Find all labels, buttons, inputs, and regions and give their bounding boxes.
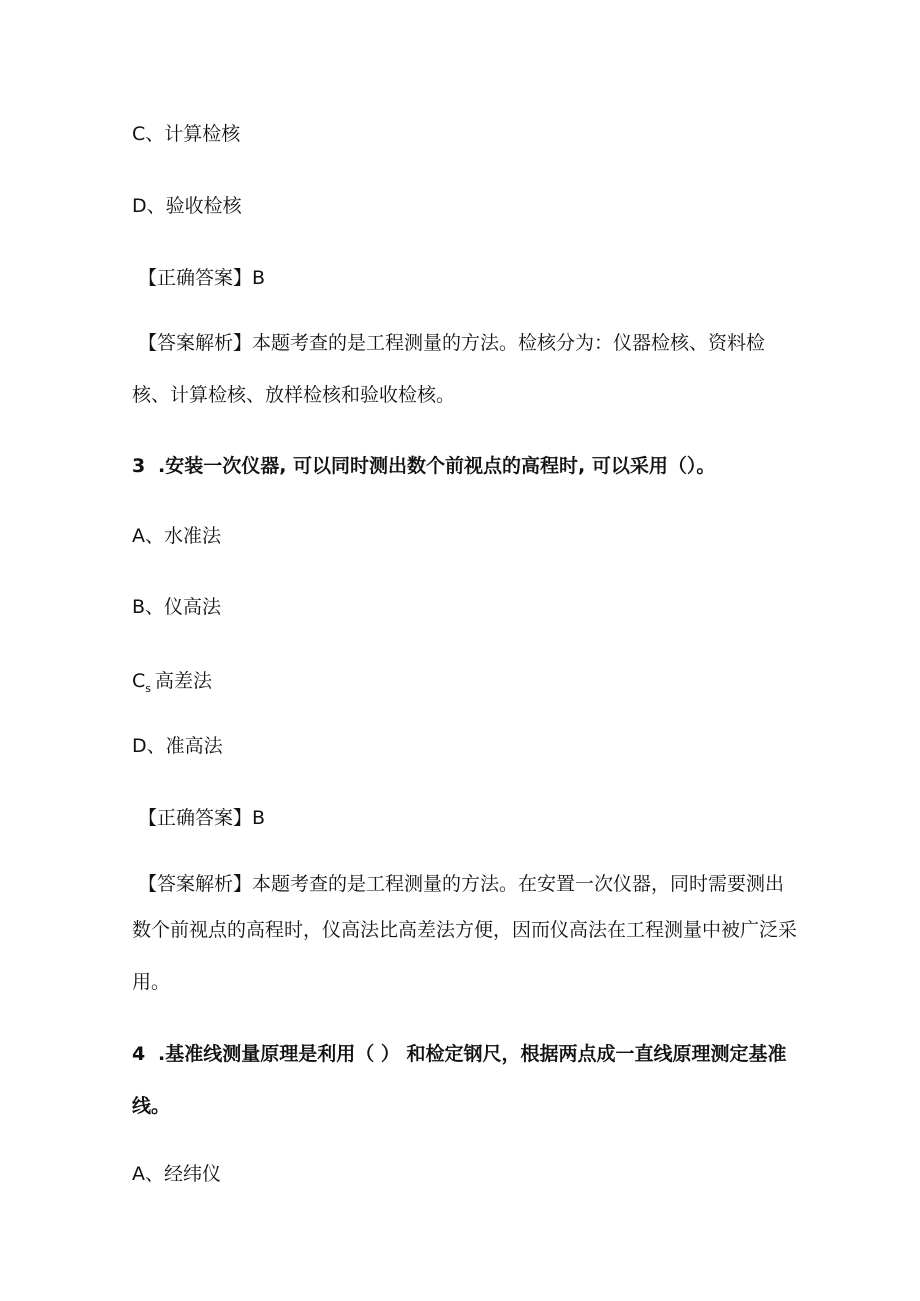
option-c: C、计算检核 <box>132 123 241 145</box>
option-b: B、仪高法 <box>132 596 222 618</box>
option-d: D、准高法 <box>132 735 223 757</box>
answer-explanation-line: 核、计算检核、放样检核和验收检核。 <box>132 384 456 406</box>
option-a: A、水准法 <box>132 525 221 547</box>
question-number: 4 <box>132 1043 146 1065</box>
option-subscript: s <box>145 682 152 695</box>
question-text: .安装一次仪器, 可以同时测出数个前视点的高程时, 可以采用（）。 <box>158 455 716 477</box>
question-text-continued: 线。 <box>132 1095 171 1117</box>
option-a: A、经纬仪 <box>132 1163 221 1185</box>
answer-explanation-line: 【答案解析】本题考查的是工程测量的方法。在安置一次仪器，同时需要测出 <box>138 873 785 895</box>
correct-answer: 【正确答案】B <box>138 267 266 289</box>
question-text: .基准线测量原理是利用（ ） 和检定钢尺，根据两点成一直线原理测定基准 <box>158 1043 787 1065</box>
question-number: 3 <box>132 455 146 477</box>
question-3 <box>132 454 715 478</box>
answer-explanation-line: 用。 <box>132 971 171 993</box>
option-text: 高差法 <box>155 670 213 692</box>
question-4 <box>132 1042 786 1066</box>
option-d: D、验收检核 <box>132 195 242 217</box>
option-letter: C <box>132 670 146 692</box>
option-c <box>132 669 212 701</box>
answer-explanation-line: 【答案解析】本题考查的是工程测量的方法。检核分为：仪器检核、资料检 <box>138 332 766 354</box>
answer-explanation-line: 数个前视点的高程时，仪高法比高差法方便，因而仪高法在工程测量中被广泛采 <box>132 919 798 941</box>
correct-answer: 【正确答案】B <box>138 807 266 829</box>
